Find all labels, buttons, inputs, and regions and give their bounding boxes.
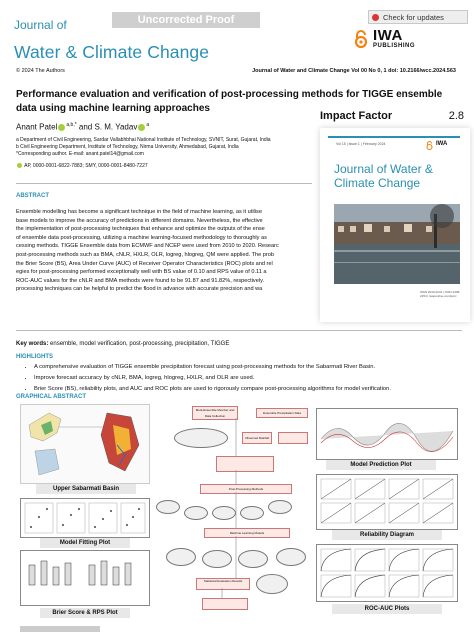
author-2: and S. M. Yadav [78, 122, 138, 132]
orcid-icon[interactable] [138, 124, 145, 131]
cover-volume: Vol 15 | Issue 1 | February 2024 [336, 142, 386, 146]
citation: Journal of Water and Climate Change Vol 00 No 0, 1 doi: 10.2166/wcc.2024.563 [252, 68, 456, 74]
abstract-line: base models to improve the accuracy of predictions in different domains. Nevertheless, the effective [16, 217, 263, 224]
highlights-heading: HIGHLIGHTS [16, 354, 53, 360]
keywords [16, 341, 229, 347]
basin-map [21, 405, 149, 483]
orcid-ids[interactable]: AP, 0000-0001-6822-7883; SMY, 0000-0001-8480-7227 [24, 163, 148, 169]
keywords-label: Key words: [16, 341, 49, 347]
model-prediction-figure [316, 408, 458, 460]
reliability-label: Reliability Diagram [332, 530, 442, 540]
upper-basin-label: Upper Sabarmati Basin [36, 484, 136, 494]
check-updates-icon [372, 14, 379, 21]
highlight-item: • A comprehensive evaluation of TIGGE ensemble precipitation forecast using post-processing methods for the Sabarmati River Basin. [34, 362, 474, 373]
orcid-icon[interactable] [58, 124, 65, 131]
abstract-line: the Brier Score (BS), Area Under Curve (AUC) of Receiver Operator Characteristics (ROC) plots and rel [16, 260, 273, 267]
authors [16, 122, 149, 132]
model-prediction-label: Model Prediction Plot [326, 460, 436, 470]
keywords-text: ensemble, model verification, post-processing, precipitation, TIGGE [50, 341, 230, 347]
impact-factor [318, 108, 468, 128]
abstract-body [16, 208, 306, 306]
roc-plot [317, 545, 457, 601]
highlight-item: • Improve forecast accuracy by cNLR, BMA, logreg, hlogreg, HXLR, and OLR are used. [34, 373, 474, 384]
highlight-item: • Brier Score (BS), reliability plots, and AUC and ROC plots are used to rigorously compare post-processing algorithms for model verification. [34, 384, 474, 395]
cover-photo [334, 204, 460, 284]
cut-off-footer [20, 626, 100, 632]
flow-box-data: Meta Ensemble Member and Data Collection [192, 406, 238, 420]
affiliations [16, 137, 316, 158]
model-fitting-figure [20, 498, 150, 538]
copyright: © 2024 The Authors [16, 68, 65, 74]
divider [16, 330, 462, 331]
reliability-plot [317, 475, 457, 529]
model-fitting-label: Model Fitting Plot [40, 538, 130, 548]
flow-box-ensemble: Ensemble Precipitation Data [256, 408, 308, 418]
uncorrected-proof-banner: Uncorrected Proof [112, 12, 260, 28]
author-2-marks: a [146, 122, 150, 128]
basin-map-figure [20, 404, 150, 484]
author-1: Anant Patel [16, 122, 58, 132]
article-title: Performance evaluation and verification of post-processing methods for TIGGE ensemble data using machine learning approaches [16, 89, 443, 114]
cover-iwa-logo: IWA [436, 141, 448, 147]
journal-name-small: Journal of [14, 18, 67, 32]
brier-plot [21, 551, 149, 605]
abstract-line: of ensemble data post-processing, utilizing a machine learning-focused methodology to thoroughly as [16, 234, 267, 241]
affiliation-a: a Department of Civil Engineering, Sardar Vallabhbhai National Institute of Technology, SVNIT, Surat, Gujarat, India [16, 137, 271, 143]
flow-box-observed: Observed Rainfall [242, 432, 272, 444]
roc-figure [316, 544, 458, 602]
cover-issn: ISSN 2040-2244 | ISSN 2408-2254 | iwaponline.com/jwcc [420, 290, 461, 298]
check-updates-button[interactable] [368, 10, 468, 24]
abstract-line: Ensemble modelling has become a significant technique in the field of machine learning, as it utilise [16, 209, 262, 215]
flow-box-methods: Post-Processing Methods [200, 484, 292, 494]
cover-rule [328, 136, 460, 138]
impact-factor-label: Impact Factor [320, 110, 393, 122]
journal-cover[interactable] [320, 128, 470, 322]
abstract-line: ROC-AUC values for the cNLR and BMA methods were found to be 91.87 and 91.82%, respectively. [16, 277, 265, 284]
cover-title: Journal of Water & Climate Change [334, 162, 433, 190]
abstract-line: processing techniques can be helpful to predict the flood in advance with accurate precision and wa [16, 286, 263, 293]
iwa-logo-text: IWA [373, 27, 403, 44]
abstract-line: post-processing methods such as BMA, cNLR, HXLR, OLR, logreg, hlogreg, QM were applied. The prob [16, 251, 274, 258]
iwa-logo-sub: PUBLISHING [373, 43, 416, 49]
orcid-icon [17, 163, 22, 168]
abstract-line: egies for post-processing performed exceptionally well with BS value of 0.10 and RPS value of 0.11 a [16, 269, 267, 276]
impact-factor-value: 2.8 [448, 110, 464, 122]
reliability-figure [316, 474, 458, 530]
open-access-icon [354, 30, 368, 48]
graphical-abstract-heading: GRAPHICAL ABSTRACT [16, 394, 86, 400]
flow-box-results: Statistical Evaluation Results [196, 578, 250, 590]
corresponding-author: *Corresponding author. E-mail: anant.patel14@gmail.com [16, 151, 144, 157]
author-1-marks: a,b,* [66, 122, 77, 128]
abstract-line: the implementation of post-processing techniques that enhance and optimize the outputs of the ense [16, 226, 265, 233]
graphical-abstract [16, 398, 462, 623]
roc-label: ROC-AUC Plots [332, 604, 442, 614]
divider [16, 183, 312, 184]
cover-photo-image [334, 204, 460, 284]
iwa-publishing-logo [373, 27, 431, 55]
flow-box-ml: Machine Learning Models [204, 528, 290, 538]
abstract-heading: ABSTRACT [16, 193, 49, 199]
brier-label: Brier Score & RPS Plot [40, 608, 130, 618]
orcid-line [16, 163, 148, 169]
highlights-list [24, 362, 474, 395]
brier-figure [20, 550, 150, 606]
journal-name: Water & Climate Change [14, 42, 210, 62]
affiliation-b: b Civil Engineering Department, Institute of Technology, Nirma University, Ahmedabad, Gujarat, India [16, 144, 239, 150]
abstract-line: cessing methods. TIGGE Ensemble data from ECMWF and NCEP were used from 2010 to 2020. Researc [16, 243, 279, 250]
model-fitting-plot [21, 499, 149, 537]
flow-arrows [156, 398, 316, 623]
check-updates-label: Check for updates [383, 13, 444, 22]
model-prediction-plot [317, 409, 457, 459]
cover-open-access-icon [426, 141, 433, 150]
